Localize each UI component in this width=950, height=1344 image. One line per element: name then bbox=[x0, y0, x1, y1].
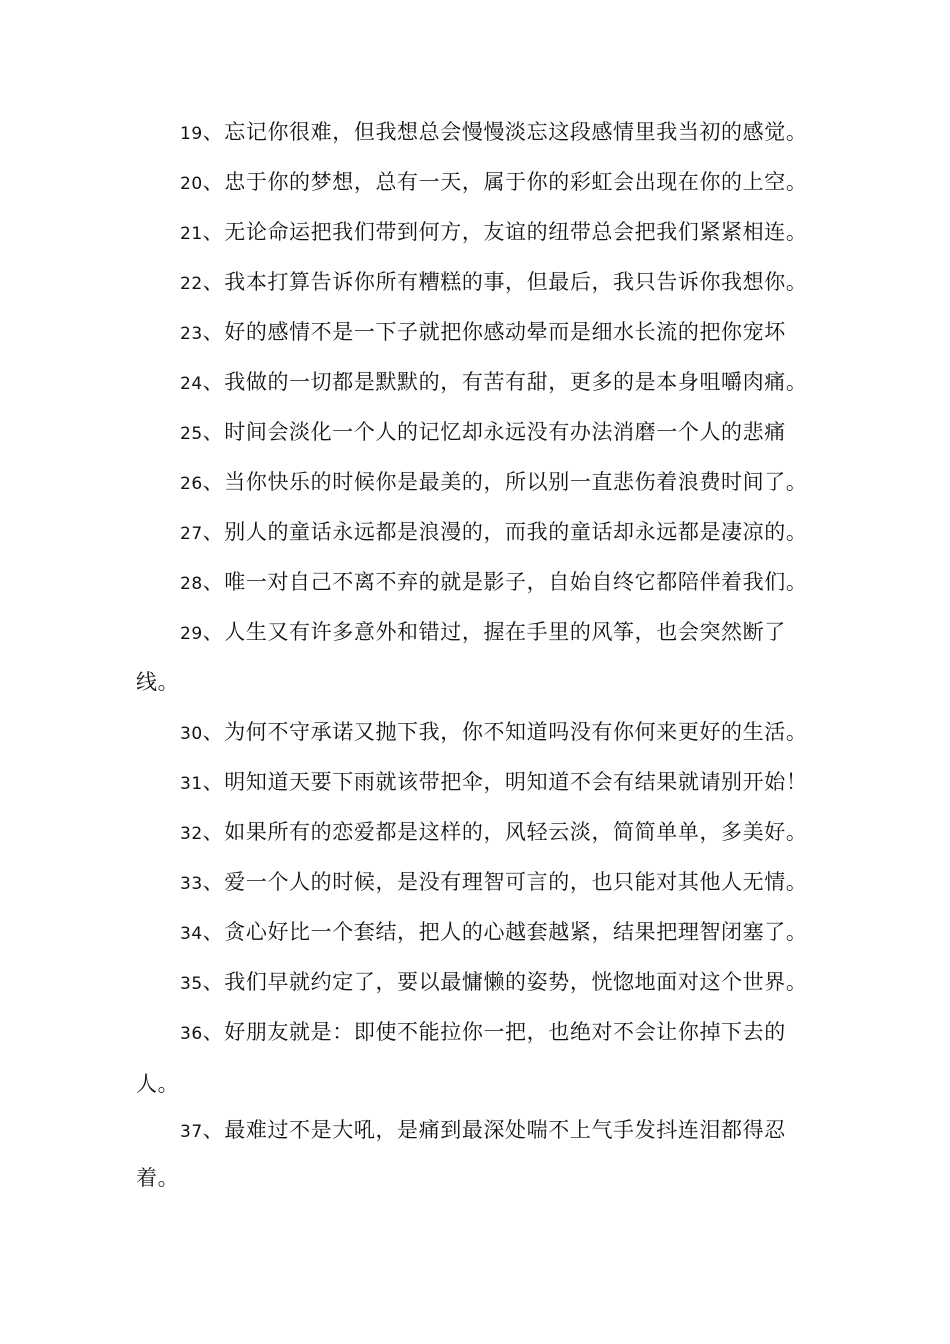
item-text-continuation: 线。 bbox=[136, 670, 180, 694]
item-text: 、明知道天要下雨就该带把伞，明知道不会有结果就请别开始！ bbox=[202, 770, 808, 794]
list-item bbox=[136, 717, 880, 749]
item-number: 28 bbox=[180, 574, 203, 594]
list-item bbox=[136, 517, 880, 549]
item-number: 23 bbox=[180, 324, 203, 344]
item-text: 、好的感情不是一下子就把你感动晕而是细水长流的把你宠坏 bbox=[202, 320, 786, 344]
item-number: 29 bbox=[180, 624, 203, 644]
list-item bbox=[136, 367, 880, 399]
list-item bbox=[136, 267, 880, 299]
item-number: 24 bbox=[180, 374, 203, 394]
item-text-continuation: 着。 bbox=[136, 1166, 180, 1190]
list-item-continuation bbox=[136, 667, 836, 697]
item-text: 、我做的一切都是默默的，有苦有甜，更多的是本身咀嚼肉痛。 bbox=[202, 370, 808, 394]
item-text: 、当你快乐的时候你是最美的，所以别一直悲伤着浪费时间了。 bbox=[202, 470, 808, 494]
item-number: 21 bbox=[180, 224, 203, 244]
list-item bbox=[136, 417, 880, 449]
item-number: 31 bbox=[180, 774, 203, 794]
item-text: 、如果所有的恋爱都是这样的，风轻云淡，简简单单，多美好。 bbox=[202, 820, 808, 844]
item-number: 34 bbox=[180, 924, 203, 944]
list-item bbox=[136, 317, 880, 349]
list-item bbox=[136, 617, 880, 649]
list-item bbox=[136, 467, 880, 499]
item-text: 、别人的童话永远都是浪漫的，而我的童话却永远都是凄凉的。 bbox=[202, 520, 808, 544]
item-text: 、贪心好比一个套结，把人的心越套越紧，结果把理智闭塞了。 bbox=[202, 920, 808, 944]
list-item bbox=[136, 117, 880, 149]
item-text: 、为何不守承诺又抛下我，你不知道吗没有你何来更好的生活。 bbox=[202, 720, 808, 744]
list-item bbox=[136, 1115, 880, 1147]
item-number: 37 bbox=[180, 1122, 203, 1142]
item-number: 26 bbox=[180, 474, 203, 494]
list-item bbox=[136, 967, 880, 999]
item-number: 25 bbox=[180, 424, 203, 444]
item-number: 36 bbox=[180, 1024, 203, 1044]
item-text: 、好朋友就是：即使不能拉你一把，也绝对不会让你掉下去的 bbox=[202, 1020, 786, 1044]
item-number: 33 bbox=[180, 874, 203, 894]
item-text-continuation: 人。 bbox=[136, 1072, 180, 1096]
list-item bbox=[136, 567, 880, 599]
list-item bbox=[136, 917, 880, 949]
item-text: 、无论命运把我们带到何方，友谊的纽带总会把我们紧紧相连。 bbox=[202, 220, 808, 244]
item-text: 、我本打算告诉你所有糟糕的事，但最后，我只告诉你我想你。 bbox=[202, 270, 808, 294]
list-item-continuation bbox=[136, 1163, 836, 1193]
item-text: 、忘记你很难，但我想总会慢慢淡忘这段感情里我当初的感觉。 bbox=[202, 120, 808, 144]
list-item bbox=[136, 817, 880, 849]
item-number: 32 bbox=[180, 824, 203, 844]
list-item bbox=[136, 167, 880, 199]
item-text: 、时间会淡化一个人的记忆却永远没有办法消磨一个人的悲痛 bbox=[202, 420, 786, 444]
item-text: 、我们早就约定了，要以最慵懒的姿势，恍惚地面对这个世界。 bbox=[202, 970, 808, 994]
item-text: 、忠于你的梦想，总有一天，属于你的彩虹会出现在你的上空。 bbox=[202, 170, 808, 194]
list-item bbox=[136, 767, 880, 799]
list-item-continuation bbox=[136, 1069, 836, 1099]
item-number: 35 bbox=[180, 974, 203, 994]
item-text: 、人生又有许多意外和错过，握在手里的风筝，也会突然断了 bbox=[202, 620, 786, 644]
item-number: 27 bbox=[180, 524, 203, 544]
list-item bbox=[136, 1017, 880, 1049]
item-text: 、爱一个人的时候，是没有理智可言的，也只能对其他人无情。 bbox=[202, 870, 808, 894]
item-number: 19 bbox=[180, 124, 203, 144]
item-text: 、唯一对自己不离不弃的就是影子，自始自终它都陪伴着我们。 bbox=[202, 570, 808, 594]
item-number: 20 bbox=[180, 174, 203, 194]
item-number: 22 bbox=[180, 274, 203, 294]
list-item bbox=[136, 217, 880, 249]
list-item bbox=[136, 867, 880, 899]
item-number: 30 bbox=[180, 724, 203, 744]
item-text: 、最难过不是大吼，是痛到最深处喘不上气手发抖连泪都得忍 bbox=[202, 1118, 786, 1142]
